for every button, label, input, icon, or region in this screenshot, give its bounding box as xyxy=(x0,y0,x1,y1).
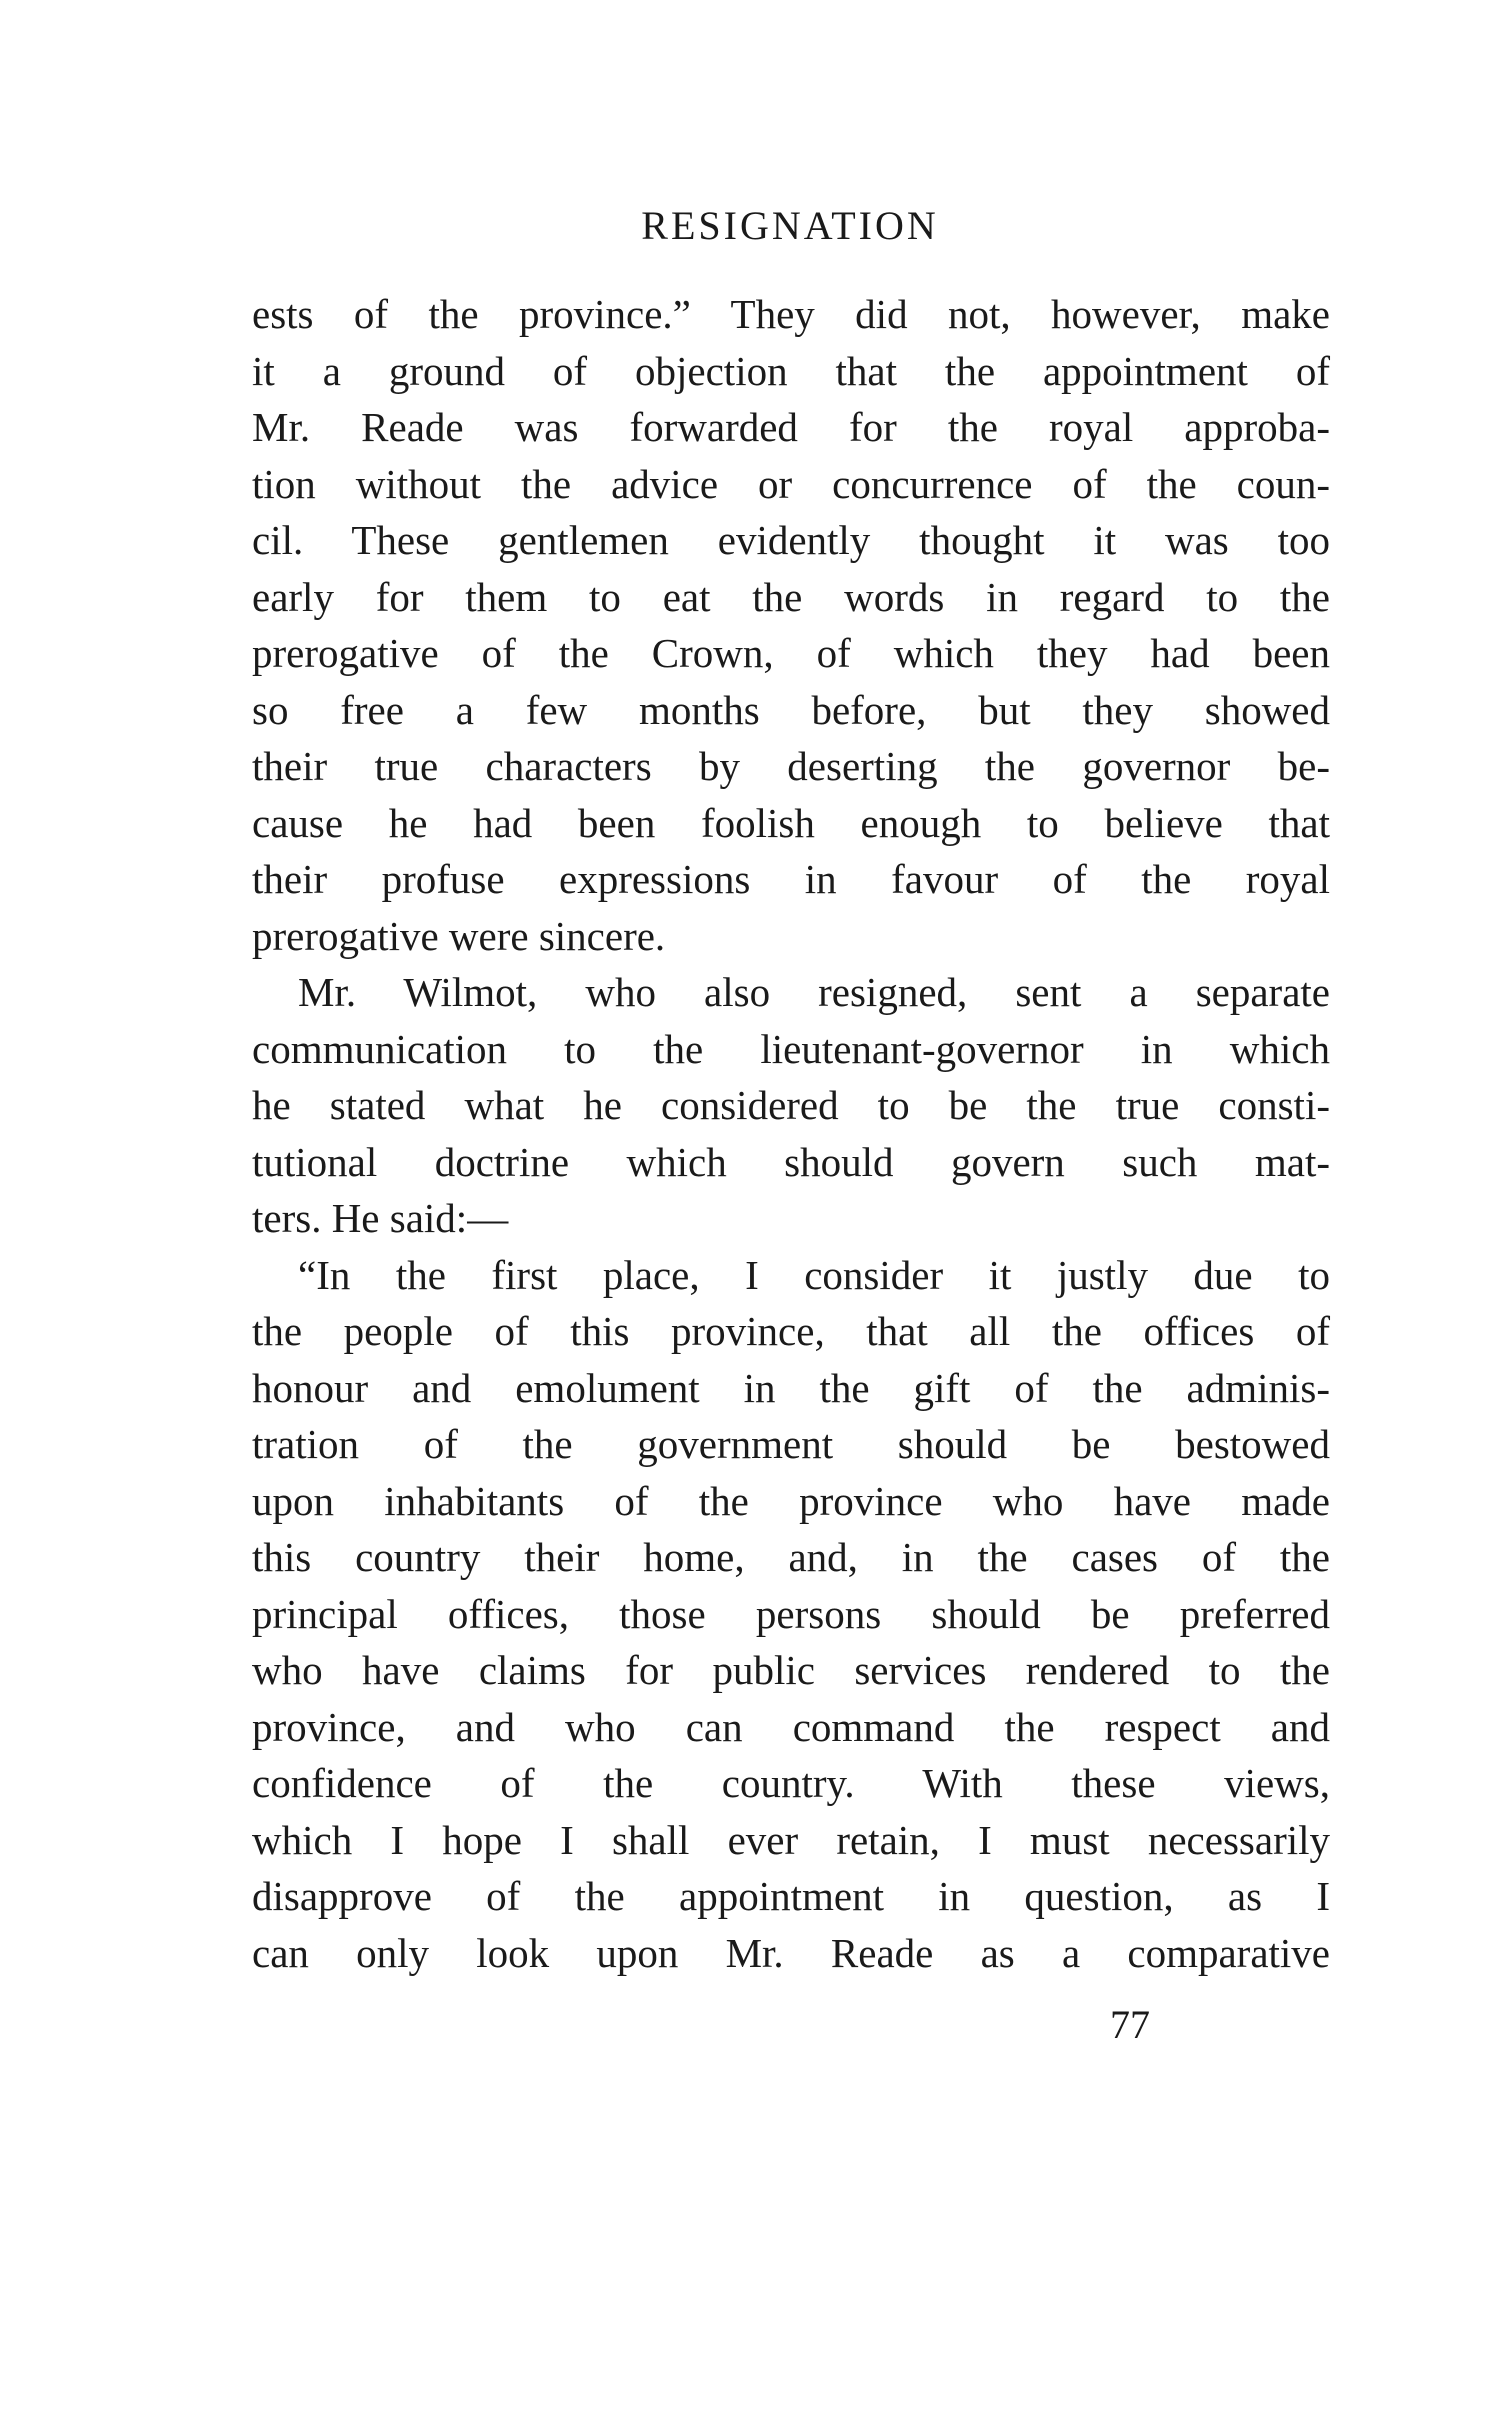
text-line: can only look upon Mr. Reade as a comparative xyxy=(252,1929,1330,1976)
text-line: he stated what he considered to be the true consti- xyxy=(252,1082,1330,1128)
text-line: “In the first place, I consider it justly due to xyxy=(298,1251,1330,1298)
text-line: prerogative of the Crown, of which they had been xyxy=(252,630,1330,676)
text-line: so free a few months before, but they showed xyxy=(252,686,1330,733)
text-line: tion without the advice or concurrence of the coun- xyxy=(252,460,1330,507)
text-line: it a ground of objection that the appointment of xyxy=(252,347,1330,394)
text-line: Mr. Reade was forwarded for the royal approba- xyxy=(252,404,1330,450)
text-line: Mr. Wilmot, who also resigned, sent a separate xyxy=(298,969,1330,1015)
text-line: ests of the province.” They did not, however, make xyxy=(252,291,1330,337)
text-line: their profuse expressions in favour of the royal xyxy=(252,856,1330,902)
text-line: prerogative were sincere. xyxy=(252,912,666,959)
text-line: the people of this province, that all the offices of xyxy=(252,1308,1330,1354)
text-line: cil. These gentlemen evidently thought it was too xyxy=(252,517,1330,563)
text-line: who have claims for public services rendered to the xyxy=(252,1647,1330,1693)
body-text xyxy=(252,286,1330,1981)
page-number: 77 xyxy=(1110,2002,1150,2047)
text-line: principal offices, those persons should be preferred xyxy=(252,1590,1330,1637)
text-line: confidence of the country. With these views, xyxy=(252,1760,1330,1806)
text-line: disapprove of the appointment in question, as I xyxy=(252,1873,1330,1919)
text-line: early for them to eat the words in regard to the xyxy=(252,573,1330,620)
text-line: which I hope I shall ever retain, I must necessarily xyxy=(252,1816,1330,1863)
text-line: cause he had been foolish enough to believe that xyxy=(252,799,1330,846)
text-line: tutional doctrine which should govern such mat- xyxy=(252,1138,1330,1185)
text-line: their true characters by deserting the governor be- xyxy=(252,743,1330,789)
text-line: ters. He said:— xyxy=(252,1195,509,1241)
text-line: province, and who can command the respect and xyxy=(252,1703,1330,1750)
text-line: this country their home, and, in the cases of the xyxy=(252,1534,1330,1580)
running-head: RESIGNATION xyxy=(641,203,939,248)
text-line: honour and emolument in the gift of the adminis- xyxy=(252,1364,1330,1411)
text-line: tration of the government should be bestowed xyxy=(252,1421,1330,1467)
text-line: upon inhabitants of the province who have made xyxy=(252,1477,1330,1524)
text-line: communication to the lieutenant-governor in which xyxy=(252,1025,1330,1072)
